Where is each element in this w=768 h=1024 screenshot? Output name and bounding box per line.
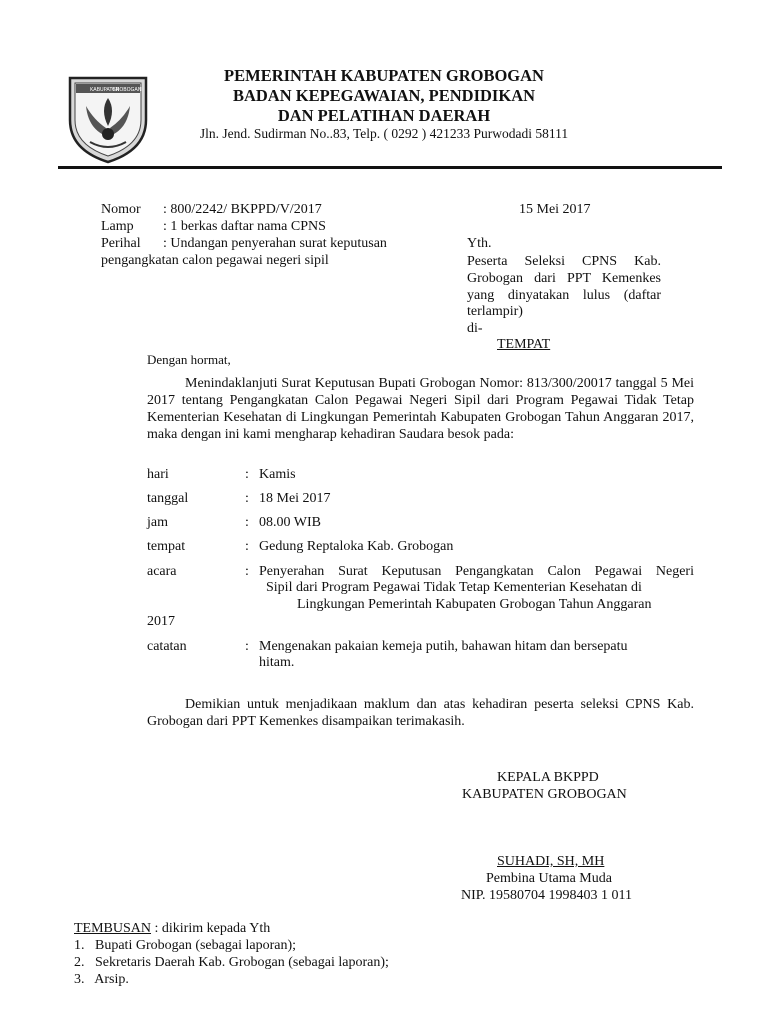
hari-label: hari — [147, 467, 169, 482]
colon: : — [245, 539, 249, 554]
jam-value: 08.00 WIB — [259, 515, 321, 530]
tembusan-item: 1. Bupati Grobogan (sebagai laporan); — [74, 938, 296, 953]
tembusan-label: TEMBUSAN — [74, 921, 152, 936]
catatan-label: catatan — [147, 639, 187, 654]
signature-title-2: KABUPATEN GROBOGAN — [462, 787, 627, 802]
recipient-tempat: TEMPAT — [497, 337, 551, 352]
nomor-value: : 800/2242/ BKPPD/V/2017 — [163, 202, 322, 217]
acara-line-1: Penyerahan Surat Keputusan Pengangkatan Calon Pegawai Negeri — [259, 564, 694, 579]
tanggal-value: 18 Mei 2017 — [259, 491, 331, 506]
tembusan-item: 3. Arsip. — [74, 972, 129, 987]
closing-paragraph: Demikian untuk menjadikaan maklum dan atas kehadiran peserta seleksi CPNS Kab. Grobogan dari PPT Kemenkes disampaikan terimakasih. — [147, 697, 694, 729]
colon: : — [245, 515, 249, 530]
acara-line-3: Lingkungan Pemerintah Kabupaten Grobogan Tahun Anggaran — [297, 597, 652, 612]
colon: : — [245, 467, 249, 482]
recipient-line-3: yang dinyatakan lulus (daftar — [467, 288, 661, 303]
logo-text-right: GROBOGAN — [112, 87, 142, 93]
letterhead-address: Jln. Jend. Sudirman No..83, Telp. ( 0292 ) 421233 Purwodadi 58111 — [199, 126, 569, 141]
acara-line-2: Sipil dari Program Pegawai Tidak Tetap Kementerian Kesehatan di — [266, 580, 642, 595]
recipient-di: di- — [467, 321, 483, 336]
letterhead-line-1: PEMERINTAH KABUPATEN GROBOGAN — [224, 66, 544, 85]
tembusan-heading — [74, 921, 270, 937]
perihal-continuation: pengangkatan calon pegawai negeri sipil — [101, 253, 329, 268]
recipient-line-2: Grobogan dari PPT Kemenkes — [467, 271, 661, 286]
signatory-name: SUHADI, SH, MH — [497, 854, 605, 869]
perihal-value: : Undangan penyerahan surat keputusan — [163, 236, 387, 251]
logo-text-left: KABUPATEN — [90, 87, 120, 93]
tanggal-label: tanggal — [147, 491, 189, 506]
jam-label: jam — [147, 515, 168, 530]
tembusan-item: 2. Sekretaris Daerah Kab. Grobogan (sebagai laporan); — [74, 955, 389, 970]
signatory-rank: Pembina Utama Muda — [486, 871, 612, 886]
letterhead-divider — [58, 166, 722, 169]
acara-label: acara — [147, 564, 177, 579]
tempat-value: Gedung Reptaloka Kab. Grobogan — [259, 539, 454, 554]
letterhead-line-2: BADAN KEPEGAWAIAN, PENDIDIKAN — [232, 86, 536, 105]
lamp-value: : 1 berkas daftar nama CPNS — [163, 219, 326, 234]
recipient-line-1: Peserta Seleksi CPNS Kab. — [467, 254, 661, 269]
colon: : — [245, 491, 249, 506]
catatan-line-1: Mengenakan pakaian kemeja putih, bahawan hitam dan bersepatu — [259, 639, 628, 654]
catatan-line-2: hitam. — [259, 655, 295, 670]
letter-date: 15 Mei 2017 — [519, 202, 591, 217]
colon: : — [245, 564, 249, 579]
opening-paragraph: Menindaklanjuti Surat Keputusan Bupati Grobogan Nomor: 813/300/20017 tanggal 5 Mei 2017 tentang Pengangkatan Calon Pegawai Negeri Sipil dari Program Pegawai Tidak Tetap Kementerian Kesehatan di Lingkungan Pemerintah Kabupaten Grobogan Tahun Anggaran 2017, maka dengan ini kami mengharap kehadiran Saudara besok pada: — [147, 376, 694, 442]
hari-value: Kamis — [259, 467, 296, 482]
acara-line-4: 2017 — [147, 614, 175, 629]
colon: : — [245, 639, 249, 654]
perihal-label: Perihal — [101, 236, 141, 251]
signatory-nip: NIP. 19580704 1998403 1 011 — [461, 888, 632, 903]
recipient-line-4: terlampir) — [467, 304, 523, 319]
tempat-label: tempat — [147, 539, 186, 554]
lamp-label: Lamp — [101, 219, 134, 234]
nomor-label: Nomor — [101, 202, 141, 217]
letterhead-line-3: DAN PELATIHAN DAERAH — [277, 106, 491, 125]
greeting: Dengan hormat, — [147, 352, 231, 367]
signature-title-1: KEPALA BKPPD — [497, 770, 599, 785]
recipient-yth: Yth. — [467, 236, 492, 251]
tembusan-label-rest: : dikirim kepada Yth — [151, 921, 271, 936]
